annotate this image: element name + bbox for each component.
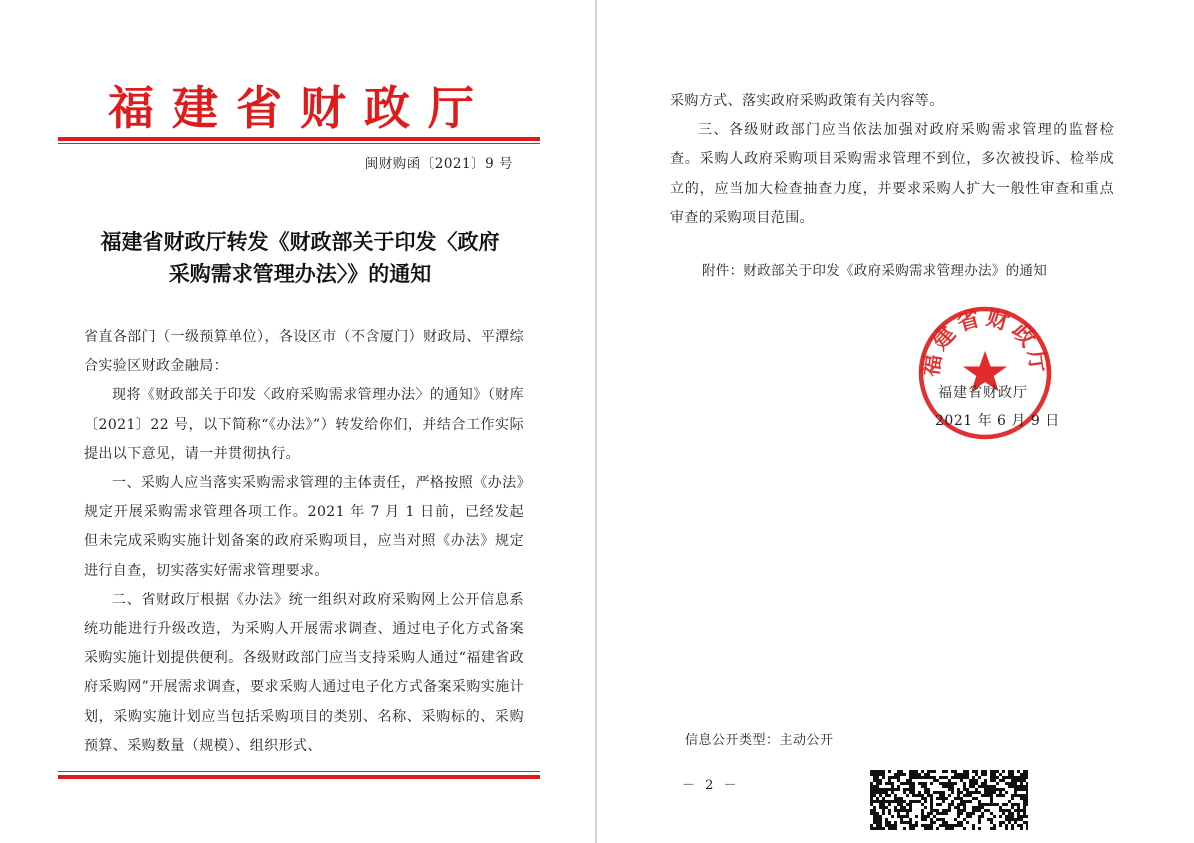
body-paragraph-2: 二、省财政厅根据《办法》统一组织对政府采购网上公开信息系统功能进行升级改造，为采购人开展需求调查、通过电子化方式备案采购实施计划提供便利。各级财政部门应当支持采购人通过“福建省政府采购网”开展需求调查，要求采购人通过电子化方式备案采购实施计划，采购实施计划应当包括采购项目的类别、名称、采购标的、采购预算、采购数量（规模）、组织形式、	[84, 591, 524, 754]
attachment-note: 附件：财政部关于印发《政府采购需求管理办法》的通知	[702, 263, 1047, 279]
document-page-1	[0, 0, 595, 843]
document-title-line-1: 福建省财政厅转发《财政部关于印发〈政府	[100, 230, 500, 254]
body-paragraph-intro: 现将《财政部关于印发〈政府采购需求管理办法〉的通知》（财库〔2021〕22 号，以下简称“《办法》”）转发给你们，并结合工作实际提出以下意见，请一并贯彻执行。	[84, 387, 524, 462]
disclosure-type: 信息公开类型：主动公开	[685, 733, 834, 748]
document-body-continued	[670, 87, 1114, 233]
document-title	[60, 226, 540, 290]
footer-red-rule-thin	[58, 771, 540, 772]
seal-text: 福建省财政厅	[917, 305, 1053, 379]
qr-code-icon	[870, 770, 1028, 830]
page-number: － 2 －	[682, 778, 740, 793]
document-title-line-2: 采购需求管理办法〉》的通知	[168, 262, 432, 286]
document-body	[84, 323, 524, 761]
salutation: 省直各部门（一级预算单位），各设区市（不含厦门）财政局、平潭综合实验区财政金融局：	[84, 329, 524, 375]
document-number: 闽财购函〔2021〕9 号	[364, 156, 513, 172]
issuer-header: 福建省财政厅	[108, 81, 492, 135]
footer-red-rule-thick	[58, 775, 540, 779]
body-paragraph-3: 三、各级财政部门应当依法加强对政府采购需求管理的监督检查。采购人政府采购项目采购需求管理不到位，多次被投诉、检举成立的，应当加大检查抽查力度，并要求采购人扩大一般性审查和重点审查的采购项目范围。	[670, 122, 1114, 226]
body-paragraph-1: 一、采购人应当落实采购需求管理的主体责任，严格按照《办法》规定开展采购需求管理各项工作。2021 年 7 月 1 日前，已经发起但未完成采购实施计划备案的政府采购项目，应当对照《办法》规定进行自查，切实落实好需求管理要求。	[84, 475, 524, 579]
header-red-rule-thin	[58, 143, 540, 144]
signature-organization: 福建省财政厅	[938, 385, 1028, 401]
header-red-rule-thick	[58, 137, 540, 141]
body-continuation: 采购方式、落实政府采购政策有关内容等。	[670, 93, 944, 109]
signature-date: 2021 年 6 月 9 日	[935, 413, 1060, 429]
